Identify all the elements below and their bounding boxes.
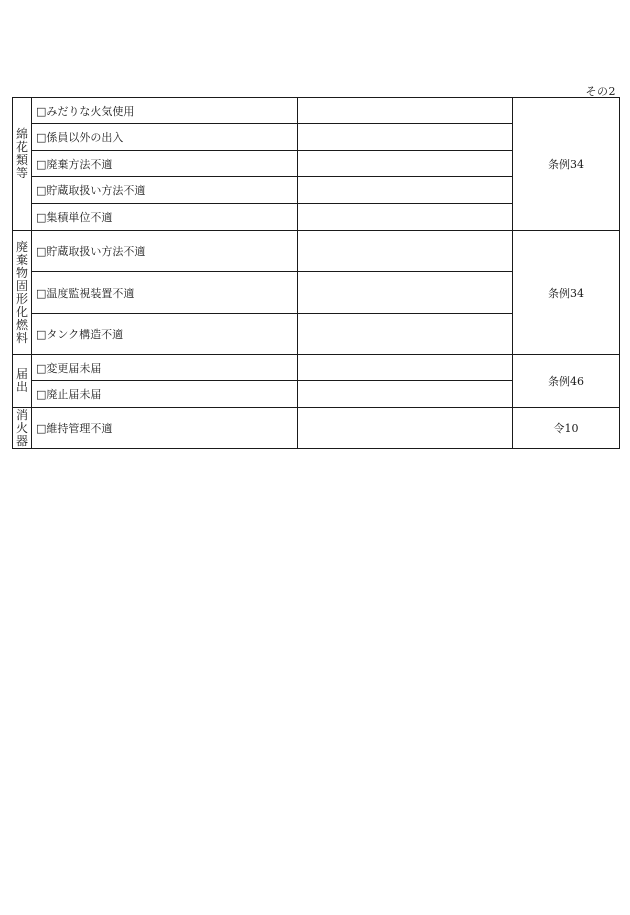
checklist-item[interactable]: □係員以外の出入 [32,124,298,151]
note-cell[interactable] [298,151,513,177]
table-row [13,231,620,272]
reference-cell: 条例34 [513,98,620,231]
checklist-item[interactable]: □維持管理不適 [32,408,298,449]
checklist-item[interactable]: □貯蔵取扱い方法不適 [32,231,298,272]
checklist-item[interactable]: □集積単位不適 [32,204,298,231]
category-cell-cotton [13,98,32,231]
note-cell[interactable] [298,98,513,124]
category-cell-rdf [13,231,32,355]
page-label: その2 [585,85,616,98]
table-row [13,355,620,381]
note-cell[interactable] [298,204,513,231]
table-row [13,408,620,449]
checklist-item[interactable]: □変更届未届 [32,355,298,381]
category-label: 消火器 [16,407,29,448]
note-cell[interactable] [298,272,513,314]
category-label: 届出 [16,367,29,394]
note-cell[interactable] [298,177,513,204]
reference-cell: 令10 [513,408,620,449]
note-cell[interactable] [298,408,513,449]
reference-cell: 条例34 [513,231,620,355]
checklist-item[interactable]: □みだりな火気使用 [32,98,298,124]
note-cell[interactable] [298,124,513,151]
category-label: 廃棄物固形化燃料 [16,239,29,345]
note-cell[interactable] [298,381,513,408]
category-label: 綿花類等 [16,127,29,180]
note-cell[interactable] [298,314,513,355]
checklist-item[interactable]: □貯蔵取扱い方法不適 [32,177,298,204]
checklist-item[interactable]: □タンク構造不適 [32,314,298,355]
note-cell[interactable] [298,231,513,272]
category-cell-notification [13,355,32,408]
category-cell-extinguisher [13,408,32,449]
checklist-item[interactable]: □廃止届未届 [32,381,298,408]
note-cell[interactable] [298,355,513,381]
checklist-item[interactable]: □廃棄方法不適 [32,151,298,177]
table-row [13,98,620,124]
inspection-table [12,97,620,449]
checklist-item[interactable]: □温度監視装置不適 [32,272,298,314]
reference-cell: 条例46 [513,355,620,408]
